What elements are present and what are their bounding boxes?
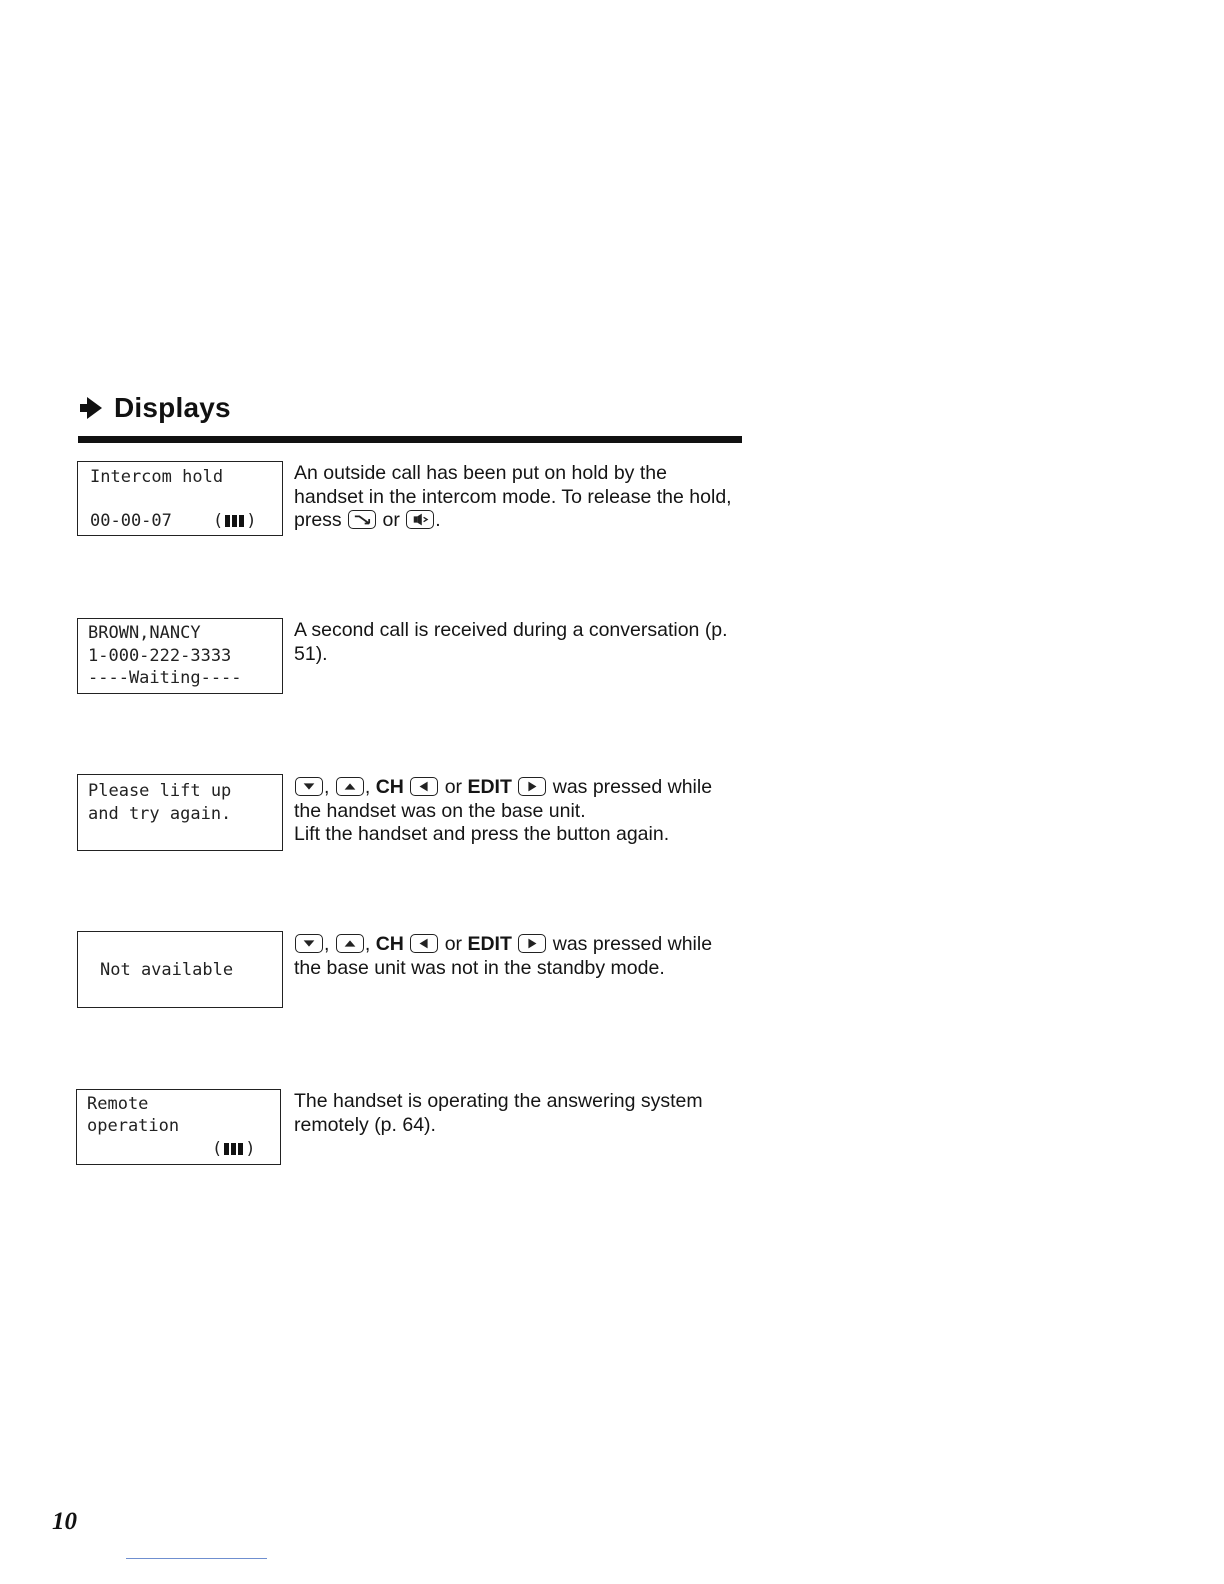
battery-bar-icon [238, 1143, 243, 1155]
arrow-right-icon [78, 395, 104, 421]
speaker-key-icon [406, 510, 434, 529]
description-text-2: Lift the handset and press the button again. [294, 823, 670, 845]
description-part: was pressed while the handset was on the base unit. [294, 776, 713, 822]
battery-bar-icon [232, 515, 237, 527]
lcd-line-2: 1-000-222-3333 [88, 646, 232, 666]
or-text: or [439, 933, 468, 955]
section-heading [78, 388, 231, 428]
edit-label: EDIT [467, 933, 512, 955]
section-title: Displays [114, 392, 231, 423]
battery-bracket-open: ( [212, 1139, 223, 1159]
battery-indicator [213, 510, 257, 532]
left-arrow-key-icon [410, 934, 438, 953]
description-part: or [377, 509, 406, 531]
right-arrow-key-icon [518, 777, 546, 796]
description-text: The handset is operating the answering system remotely (p. 64). [294, 1090, 703, 1136]
lcd-line-1: Remote [87, 1094, 149, 1114]
lcd-line-2: and try again. [88, 804, 232, 824]
section-rule [78, 436, 742, 443]
description-part: . [435, 509, 441, 531]
description-remote-operation [294, 1090, 734, 1137]
separator: , [364, 776, 376, 798]
separator: , [324, 933, 335, 955]
description-not-available [294, 933, 734, 980]
page-number: 10 [52, 1508, 77, 1535]
separator: , [364, 933, 376, 955]
battery-bar-icon [231, 1143, 236, 1155]
description-text [294, 462, 734, 533]
footer-line [126, 1558, 267, 1559]
battery-indicator [212, 1138, 256, 1160]
ch-label: CH [375, 933, 404, 955]
or-text: or [439, 776, 468, 798]
lcd-line-1: Please lift up [88, 781, 232, 801]
lcd-line-1: Not available [100, 960, 234, 980]
down-arrow-key-icon [295, 934, 323, 953]
lcd-display-not-available [77, 931, 283, 1008]
description-text: A second call is received during a conversation (p. 51). [294, 619, 728, 665]
ch-label: CH [375, 776, 404, 798]
description-part: was pressed while the base unit was not in the standby mode. [294, 933, 713, 979]
lcd-display-please-lift-up [77, 774, 283, 851]
description-part: An outside call has been put on hold by the handset in the intercom mode. To release the hold, press [294, 462, 732, 531]
lcd-display-intercom-hold [77, 461, 283, 536]
talk-key-icon [348, 510, 376, 529]
description-text [294, 776, 734, 823]
down-arrow-key-icon [295, 777, 323, 796]
right-arrow-key-icon [518, 934, 546, 953]
edit-label: EDIT [467, 776, 512, 798]
lcd-line-2: 00-00-07 [90, 511, 172, 531]
left-arrow-key-icon [410, 777, 438, 796]
battery-bracket-open: ( [213, 511, 224, 531]
separator: , [324, 776, 335, 798]
up-arrow-key-icon [336, 934, 364, 953]
lcd-line-2: operation [87, 1116, 180, 1136]
battery-bracket-close: ) [245, 1139, 256, 1159]
lcd-line-1: Intercom hold [90, 467, 224, 487]
description-intercom-hold [294, 462, 734, 533]
description-please-lift-up [294, 776, 734, 847]
lcd-display-call-waiting [77, 618, 283, 694]
battery-bar-icon [225, 515, 230, 527]
battery-bar-icon [224, 1143, 229, 1155]
up-arrow-key-icon [336, 777, 364, 796]
lcd-line-3: ----Waiting---- [88, 668, 242, 688]
battery-bar-icon [239, 515, 244, 527]
description-call-waiting [294, 619, 734, 666]
description-text [294, 933, 734, 980]
lcd-line-1: BROWN,NANCY [88, 623, 201, 643]
lcd-display-remote-operation [76, 1089, 281, 1165]
battery-bracket-close: ) [246, 511, 257, 531]
